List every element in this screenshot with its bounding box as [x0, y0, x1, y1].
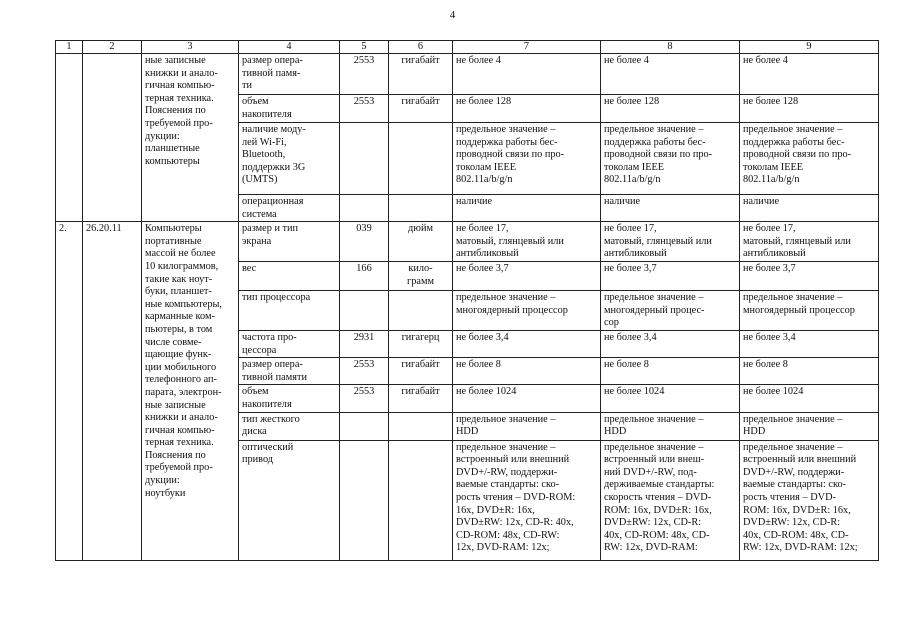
value-cell-col9: не более 3,7: [740, 261, 879, 290]
value-cell-col7: предельное значение – встроенный или внешний DVD+/-RW, поддержи- ваемые стандарты: ско- рость чтения – DVD-ROM: 16x, DVD±R: 16x, DVD±RW: 12x, CD-R: 40x, CD-ROM: 48x, CD-RW: 12x, DVD-RAM: 12x;: [453, 440, 601, 560]
characteristic-cell: частота про- цессора: [239, 330, 340, 357]
value-cell-col8: предельное значение – HDD: [601, 412, 740, 440]
unit-code-cell: [340, 290, 389, 330]
value-cell-col8: не более 4: [601, 54, 740, 95]
value-cell-col8: не более 3,4: [601, 330, 740, 357]
col-header-4: 4: [239, 41, 340, 54]
unit-name-cell: кило- грамм: [389, 261, 453, 290]
value-cell-col9: не более 8: [740, 358, 879, 385]
unit-name-cell: [389, 195, 453, 222]
value-cell-col7: предельное значение – многоядерный процессор: [453, 290, 601, 330]
value-cell-col7: наличие: [453, 195, 601, 222]
unit-code-cell: 2931: [340, 330, 389, 357]
table-row: [56, 222, 879, 262]
row-number-cell: [56, 54, 83, 222]
col-header-3: 3: [142, 41, 239, 54]
unit-code-cell: 2553: [340, 54, 389, 95]
col-header-8: 8: [601, 41, 740, 54]
value-cell-col9: предельное значение – многоядерный процессор: [740, 290, 879, 330]
characteristic-cell: вес: [239, 261, 340, 290]
value-cell-col8: не более 8: [601, 358, 740, 385]
row-number-cell: 2.: [56, 222, 83, 560]
unit-name-cell: [389, 290, 453, 330]
col-header-7: 7: [453, 41, 601, 54]
characteristic-cell: операционная система: [239, 195, 340, 222]
characteristic-cell: размер опера- тивной памяти: [239, 358, 340, 385]
value-cell-col7: не более 1024: [453, 385, 601, 412]
okpd-code-cell: 26.20.11: [83, 222, 142, 560]
characteristic-cell: тип жесткого диска: [239, 412, 340, 440]
unit-name-cell: [389, 440, 453, 560]
value-cell-col7: не более 17, матовый, глянцевый или антибликовый: [453, 222, 601, 262]
value-cell-col9: предельное значение – поддержка работы бес- проводной связи по про- токолам IEEE 802.11a/b/g/n: [740, 123, 879, 195]
characteristic-cell: размер опера- тивной памя- ти: [239, 54, 340, 95]
unit-name-cell: [389, 412, 453, 440]
value-cell-col9: предельное значение – HDD: [740, 412, 879, 440]
characteristic-cell: размер и тип экрана: [239, 222, 340, 262]
unit-name-cell: [389, 123, 453, 195]
unit-name-cell: гигагерц: [389, 330, 453, 357]
col-header-9: 9: [740, 41, 879, 54]
value-cell-col7: не более 3,4: [453, 330, 601, 357]
value-cell-col8: предельное значение – многоядерный процес- сор: [601, 290, 740, 330]
value-cell-col9: не более 17, матовый, глянцевый или антибликовый: [740, 222, 879, 262]
col-header-1: 1: [56, 41, 83, 54]
value-cell-col9: не более 3,4: [740, 330, 879, 357]
characteristic-cell: оптический привод: [239, 440, 340, 560]
value-cell-col7: не более 128: [453, 95, 601, 123]
product-description-cell: Компьютеры портативные массой не более 10 килограммов, такие как ноут- буки, планшет- ные компьютеры, карманные ком- пьютеры, в том числе совме- щающие функ- ции мобильного телефонного ап- парата, электрон- ные записные книжки и анало- гичная компью- терная техника. Пояснения по требуемой про- дукции: ноутбуки: [142, 222, 239, 560]
unit-name-cell: гигабайт: [389, 358, 453, 385]
value-cell-col9: не более 4: [740, 54, 879, 95]
value-cell-col7: не более 3,7: [453, 261, 601, 290]
value-cell-col7: предельное значение – поддержка работы бес- проводной связи по про- токолам IEEE 802.11a/b/g/n: [453, 123, 601, 195]
unit-code-cell: 2553: [340, 95, 389, 123]
table-row: [56, 54, 879, 95]
value-cell-col9: наличие: [740, 195, 879, 222]
value-cell-col8: наличие: [601, 195, 740, 222]
unit-name-cell: гигабайт: [389, 385, 453, 412]
page-number: 4: [449, 9, 456, 21]
value-cell-col8: предельное значение – встроенный или внеш- ний DVD+/-RW, под- держиваемые стандарты: скорость чтения – DVD- ROM: 16x, DVD±R: 16x, DVD±RW: 12x, CD-R: 40x, CD-ROM: 48x, CD- RW: 12x, DVD-RAM:: [601, 440, 740, 560]
col-header-2: 2: [83, 41, 142, 54]
col-header-5: 5: [340, 41, 389, 54]
unit-code-cell: [340, 123, 389, 195]
characteristic-cell: объем накопителя: [239, 385, 340, 412]
unit-name-cell: дюйм: [389, 222, 453, 262]
unit-code-cell: 166: [340, 261, 389, 290]
characteristic-cell: наличие моду- лей Wi-Fi, Bluetooth, поддержки 3G (UMTS): [239, 123, 340, 195]
okpd-code-cell: [83, 54, 142, 222]
value-cell-col8: не более 3,7: [601, 261, 740, 290]
specs-table: [55, 40, 879, 561]
unit-code-cell: 2553: [340, 385, 389, 412]
value-cell-col7: предельное значение – HDD: [453, 412, 601, 440]
value-cell-col9: предельное значение – встроенный или внешний DVD+/-RW, поддержи- ваемые стандарты: ско- рость чтения – DVD- ROM: 16x, DVD±R: 16x, DVD±RW: 12x, CD-R: 40x, CD-ROM: 48x, CD- RW: 12x, DVD-RAM: 12x;: [740, 440, 879, 560]
value-cell-col8: не более 1024: [601, 385, 740, 412]
characteristic-cell: объем накопителя: [239, 95, 340, 123]
value-cell-col8: не более 17, матовый, глянцевый или антибликовый: [601, 222, 740, 262]
value-cell-col8: не более 128: [601, 95, 740, 123]
unit-code-cell: 039: [340, 222, 389, 262]
product-description-cell: ные записные книжки и анало- гичная компью- терная техника. Пояснения по требуемой про- дукции: планшетные компьютеры: [142, 54, 239, 222]
value-cell-col9: не более 128: [740, 95, 879, 123]
unit-name-cell: гигабайт: [389, 54, 453, 95]
col-header-6: 6: [389, 41, 453, 54]
unit-name-cell: гигабайт: [389, 95, 453, 123]
value-cell-col7: не более 4: [453, 54, 601, 95]
value-cell-col8: предельное значение – поддержка работы бес- проводной связи по про- токолам IEEE 802.11a/b/g/n: [601, 123, 740, 195]
header-row: [56, 41, 879, 54]
unit-code-cell: [340, 412, 389, 440]
unit-code-cell: 2553: [340, 358, 389, 385]
unit-code-cell: [340, 440, 389, 560]
value-cell-col7: не более 8: [453, 358, 601, 385]
unit-code-cell: [340, 195, 389, 222]
characteristic-cell: тип процессора: [239, 290, 340, 330]
value-cell-col9: не более 1024: [740, 385, 879, 412]
